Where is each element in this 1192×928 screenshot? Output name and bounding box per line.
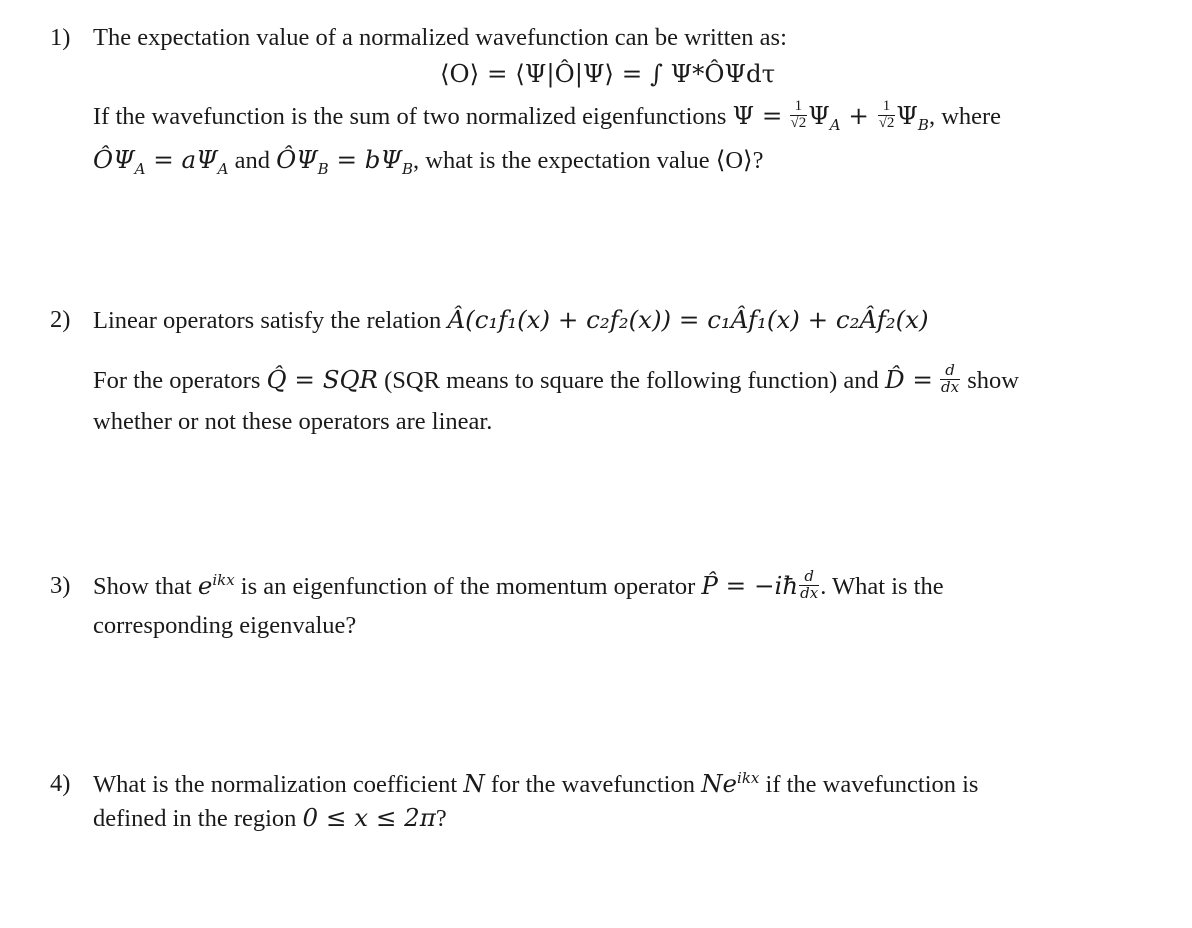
q2-d-operator: D̂ =	[884, 365, 933, 394]
q1-eq-a: = aΨ	[145, 145, 218, 174]
q3-line1	[93, 567, 944, 605]
q2-linear-relation: Â(c₁f₁(x) + c₂f₂(x)) = c₁Âf₁(x) + c₂Âf₂(x)	[447, 305, 929, 334]
q1-frac-b-num: 1	[878, 99, 896, 116]
q2-number: 2)	[50, 306, 71, 333]
q4-line2	[93, 804, 447, 833]
q1-psi-eq: Ψ =	[732, 101, 783, 130]
q2-frac-num: d	[940, 363, 960, 380]
q1-frac-a-den: √2	[790, 114, 807, 131]
q3-exp-sup: ikx	[212, 570, 235, 589]
q1-line2	[93, 98, 1002, 135]
q4-number: 4)	[50, 770, 71, 797]
q2-line1	[93, 306, 929, 335]
q1-frac-b	[878, 99, 896, 132]
q3-line2: corresponding eigenvalue?	[93, 612, 357, 639]
q3-line1-prefix: Show that	[93, 573, 192, 600]
q2-frac	[940, 363, 960, 396]
q1-op-b-sub: B	[317, 159, 329, 178]
q1-psi-a: Ψ	[808, 101, 830, 130]
q2-line2-prefix: For the operators	[93, 367, 261, 394]
q1-eq-b: = bΨ	[328, 145, 402, 174]
q1-line3	[93, 145, 764, 178]
q1-line3-suffix: , what is the expectation value ⟨O⟩?	[413, 147, 764, 174]
q1-psi-b: Ψ	[896, 101, 918, 130]
q3-line1-mid: is an eigenfunction of the momentum operator	[240, 573, 696, 600]
q1-op-b: ÔΨ	[276, 145, 318, 174]
q1-sub-a: A	[829, 115, 841, 134]
q1-frac-a-num: 1	[790, 99, 808, 116]
q4-line2-suffix: ?	[435, 805, 447, 832]
q3-number: 3)	[50, 572, 71, 599]
q1-eq-b-sub: B	[401, 159, 414, 178]
q4-line1-mid: for the wavefunction	[490, 771, 695, 798]
q1-eq-a-sub: A	[217, 159, 229, 178]
q4-line1-suffix: if the wavefunction is	[765, 771, 979, 798]
q1-number: 1)	[50, 24, 71, 51]
q1-op-a-sub: A	[134, 159, 146, 178]
q2-line1-text: Linear operators satisfy the relation	[93, 307, 442, 334]
q2-frac-den: dx	[941, 377, 960, 396]
q4-region: 0 ≤ x ≤ 2π	[302, 803, 436, 832]
q1-line2-prefix: If the wavefunction is the sum of two normalized eigenfunctions	[93, 103, 727, 130]
q4-n: N	[463, 769, 485, 798]
q1-frac-b-den: √2	[878, 114, 895, 131]
q4-line1-prefix: What is the normalization coefficient	[93, 771, 458, 798]
q3-frac-num: d	[799, 569, 819, 586]
q4-line1	[93, 770, 978, 799]
q2-line3: whether or not these operators are linear.	[93, 408, 493, 435]
q2-q-operator: Q̂ = SQR	[266, 365, 379, 394]
q3-frac-den: dx	[800, 583, 819, 602]
q1-and: and	[228, 147, 277, 174]
q1-intro: The expectation value of a normalized wavefunction can be written as:	[93, 24, 787, 51]
q3-exp-base: e	[197, 571, 213, 600]
q2-line2	[93, 361, 1019, 399]
q1-line2-suffix: , where	[928, 103, 1002, 130]
q4-exp-sup: ikx	[737, 768, 760, 787]
q3-line1-suffix: . What is the	[820, 573, 944, 600]
q1-frac-a	[790, 99, 808, 132]
q1-sub-b: B	[917, 115, 929, 134]
q2-line2-mid: (SQR means to square the following function) and	[384, 367, 879, 394]
q3-p-operator: P̂ = −iħ	[701, 571, 799, 600]
q3-frac	[799, 569, 819, 602]
q1-centered-equation: ⟨O⟩ = ⟨Ψ|Ô|Ψ⟩ = ∫ Ψ*ÔΨdτ	[440, 59, 776, 88]
q4-ne: Ne	[701, 769, 738, 798]
q4-line2-prefix: defined in the region	[93, 805, 297, 832]
q1-plus: +	[840, 101, 877, 130]
q1-op-a: ÔΨ	[93, 145, 135, 174]
q2-line2-suffix: show	[967, 367, 1019, 394]
